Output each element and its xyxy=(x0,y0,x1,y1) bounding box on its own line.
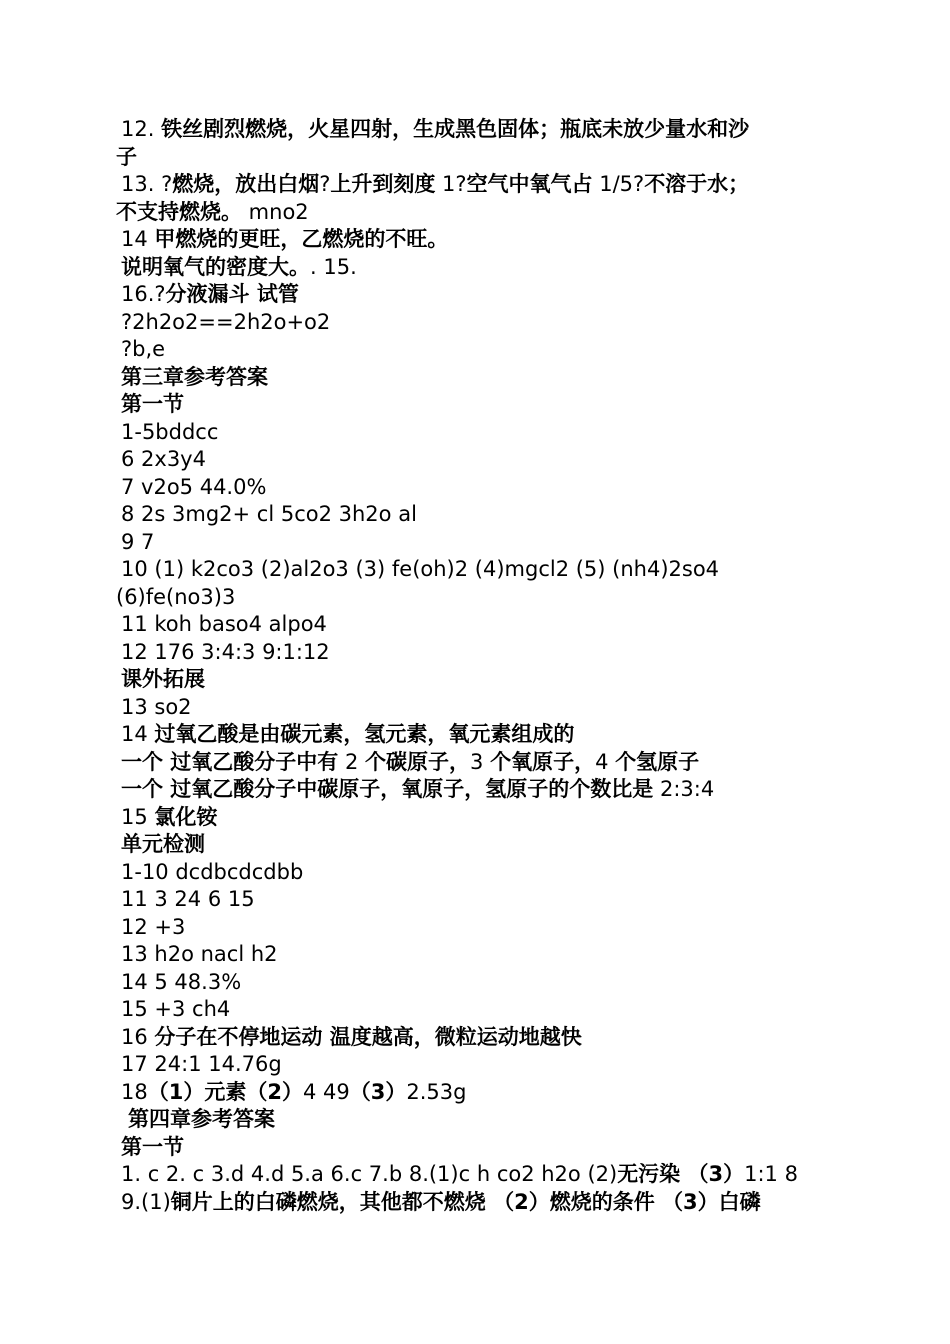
text-segment: 17 24:1 14.76g xyxy=(121,1052,282,1076)
text-segment: 12. xyxy=(121,117,162,141)
text-segment: 氯化铵 xyxy=(154,804,218,829)
text-line xyxy=(116,804,844,832)
text-segment: 12 +3 xyxy=(121,914,186,939)
text-line xyxy=(116,694,844,722)
text-line xyxy=(116,116,844,144)
text-segment: （1）元素（2） xyxy=(147,1079,303,1104)
text-segment: 1/5? xyxy=(592,172,645,196)
text-segment: 13 so2 xyxy=(121,694,192,719)
answer-text-body xyxy=(116,116,844,1216)
text-segment: 不溶于水； xyxy=(644,172,750,196)
text-line xyxy=(116,584,844,612)
text-segment: 13. ? xyxy=(121,172,173,196)
text-segment: 4 xyxy=(595,749,616,774)
text-segment: 个碳原子， xyxy=(365,749,471,774)
text-segment: 课外拓展 xyxy=(121,667,205,691)
text-line xyxy=(116,969,844,997)
text-segment: 2:3:4 xyxy=(653,777,715,801)
text-segment: 铜片上的白磷燃烧，其他都不燃烧 （2）燃烧的条件 （3）白磷 xyxy=(170,1189,761,1214)
text-segment: 13 h2o nacl h2 xyxy=(121,942,278,966)
text-line xyxy=(116,1161,844,1189)
text-segment: 第一节 xyxy=(121,1134,184,1159)
text-segment: 11 3 24 6 15 xyxy=(121,887,255,911)
text-segment: 8 2s 3mg2+ cl 5co2 3h2o al xyxy=(121,502,417,526)
text-line xyxy=(116,831,844,859)
text-segment: 第三章参考答案 xyxy=(121,364,268,389)
text-segment: (6)fe(no3)3 xyxy=(116,584,236,609)
text-segment: 分子在不停地运动 温度越高，微粒运动地越快 xyxy=(154,1024,582,1049)
text-line xyxy=(116,474,844,502)
text-line xyxy=(116,501,844,529)
text-segment: 1:1 8 xyxy=(744,1162,798,1186)
text-segment: 2.53g xyxy=(406,1079,467,1104)
text-line xyxy=(116,529,844,557)
text-segment: 铁丝剧烈燃烧，火星四射，生成黑色固体；瓶底未放少量水和沙 xyxy=(161,117,750,141)
text-line xyxy=(116,446,844,474)
text-segment: 6 2x3y4 xyxy=(121,447,206,471)
text-line xyxy=(116,281,844,309)
text-segment: 9.(1) xyxy=(121,1189,171,1214)
text-segment: 2 xyxy=(338,749,366,774)
text-segment: 一个 过氧乙酸分子中碳原子，氧原子，氢原子的个数比是 xyxy=(121,777,654,801)
text-segment: 1. c 2. c 3.d 4.d 5.a 6.c 7.b 8.(1)c h co2 h2o (2) xyxy=(121,1162,618,1186)
text-segment: ? xyxy=(319,172,331,196)
text-segment: ?2h2o2==2h2o+o2 xyxy=(121,309,331,334)
text-line xyxy=(116,171,844,199)
text-segment: . 15. xyxy=(310,254,357,279)
text-segment: 个氧原子， xyxy=(490,749,596,774)
text-line xyxy=(116,364,844,392)
text-line xyxy=(116,419,844,447)
text-segment: 15 +3 ch4 xyxy=(121,997,231,1021)
text-line xyxy=(116,776,844,804)
text-segment: 1-5bddcc xyxy=(121,419,219,444)
text-line xyxy=(116,1079,844,1107)
text-line xyxy=(116,226,844,254)
text-line xyxy=(116,144,844,172)
text-line xyxy=(116,886,844,914)
text-segment: 不支持燃烧。 xyxy=(116,199,242,224)
text-segment: 14 xyxy=(121,722,155,746)
text-segment: 分液漏斗 试管 xyxy=(165,282,299,306)
text-segment: 14 xyxy=(121,227,155,251)
text-segment: 第四章参考答案 xyxy=(128,1107,275,1131)
text-segment: 1-10 dcdbcdcdbb xyxy=(121,859,304,884)
text-line xyxy=(116,859,844,887)
text-segment: 1? xyxy=(435,172,467,196)
text-segment: 过氧乙酸是由碳元素，氢元素，氧元素组成的 xyxy=(154,722,575,746)
text-segment: 9 7 xyxy=(121,529,155,554)
text-segment: 一个 过氧乙酸分子中有 xyxy=(121,749,339,774)
text-line xyxy=(116,1106,844,1134)
text-line xyxy=(116,666,844,694)
text-segment: 甲燃烧的更旺，乙燃烧的不旺。 xyxy=(154,227,449,251)
text-line xyxy=(116,914,844,942)
text-segment: 说明氧气的密度大。 xyxy=(121,254,310,279)
text-segment: 14 5 48.3% xyxy=(121,969,242,994)
text-line xyxy=(116,721,844,749)
text-segment: 子 xyxy=(116,144,137,169)
text-line xyxy=(116,1051,844,1079)
text-line xyxy=(116,254,844,282)
text-segment: 无污染 （3） xyxy=(617,1162,745,1186)
text-segment: 12 176 3:4:3 9:1:12 xyxy=(121,639,330,664)
text-line xyxy=(116,556,844,584)
text-segment: 16.? xyxy=(121,282,166,306)
text-segment: 单元检测 xyxy=(121,832,205,856)
text-line xyxy=(116,749,844,777)
text-line xyxy=(116,611,844,639)
text-segment: （3） xyxy=(349,1079,407,1104)
text-line xyxy=(116,941,844,969)
text-segment: 3 xyxy=(470,749,491,774)
text-line xyxy=(116,1134,844,1162)
text-segment: 15 xyxy=(121,804,155,829)
text-segment: 10 (1) k2co3 (2)al2o3 (3) fe(oh)2 (4)mgcl2 (5) (nh4)2so4 xyxy=(121,557,720,581)
text-segment: 燃烧，放出白烟 xyxy=(172,172,320,196)
text-line xyxy=(116,639,844,667)
text-segment: 7 v2o5 44.0% xyxy=(121,474,267,499)
text-segment: 个氢原子 xyxy=(615,749,700,774)
text-segment: ?b,e xyxy=(121,337,166,361)
text-segment: 16 xyxy=(121,1024,155,1049)
text-line xyxy=(116,996,844,1024)
text-segment: 空气中氧气占 xyxy=(466,172,593,196)
text-line xyxy=(116,391,844,419)
text-line xyxy=(116,1189,844,1217)
text-line xyxy=(116,199,844,227)
text-segment: 11 koh baso4 alpo4 xyxy=(121,612,327,636)
text-line xyxy=(116,336,844,364)
text-segment: 4 49 xyxy=(302,1079,350,1104)
text-segment: mno2 xyxy=(242,199,309,224)
text-segment: 上升到刻度 xyxy=(330,172,436,196)
text-segment: 第一节 xyxy=(121,392,184,416)
text-line xyxy=(116,309,844,337)
text-segment: 18 xyxy=(121,1079,148,1104)
text-line xyxy=(116,1024,844,1052)
